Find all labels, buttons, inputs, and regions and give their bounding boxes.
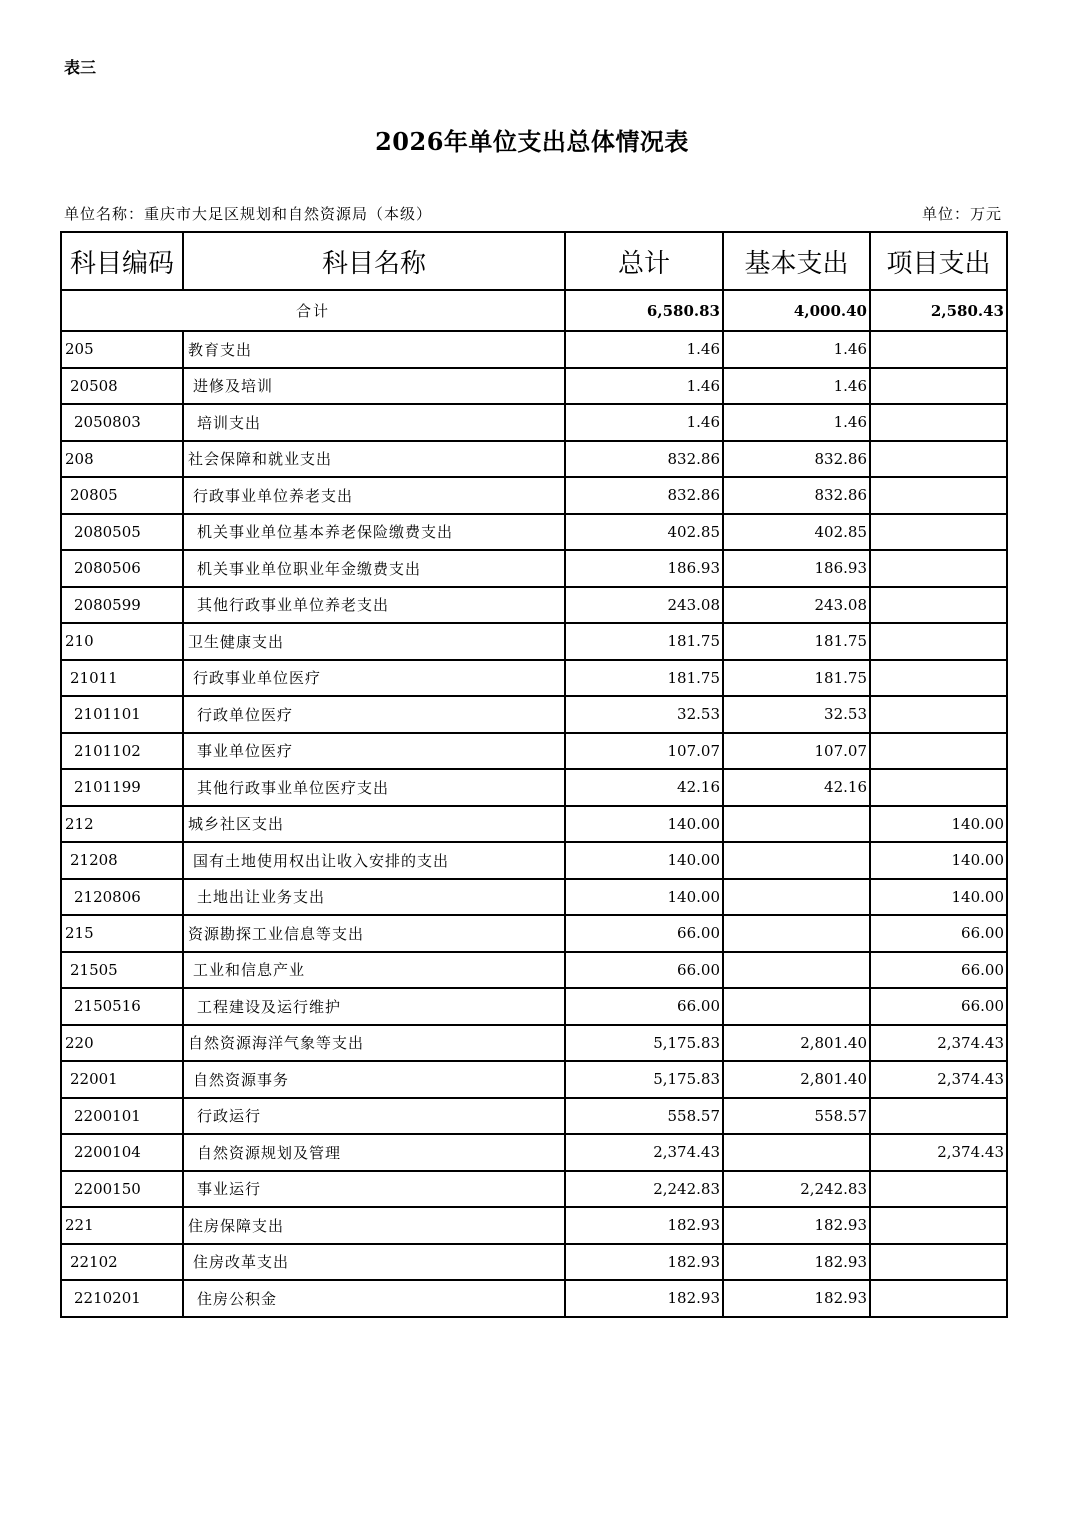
row-basic: 832.86 <box>723 477 870 514</box>
row-project <box>870 441 1007 478</box>
total-basic: 4,000.40 <box>723 290 870 331</box>
row-basic <box>723 879 870 916</box>
row-project <box>870 368 1007 405</box>
row-total: 243.08 <box>565 587 723 624</box>
row-project <box>870 1207 1007 1244</box>
row-basic: 1.46 <box>723 331 870 368</box>
row-total: 140.00 <box>565 842 723 879</box>
row-code: 21011 <box>61 660 183 697</box>
row-name: 行政运行 <box>183 1098 565 1135</box>
table-row <box>61 514 1007 551</box>
row-basic: 186.93 <box>723 550 870 587</box>
row-basic <box>723 988 870 1025</box>
row-total: 107.07 <box>565 733 723 770</box>
row-code: 20805 <box>61 477 183 514</box>
table-row <box>61 879 1007 916</box>
row-code: 221 <box>61 1207 183 1244</box>
table-number: 表三 <box>64 58 97 77</box>
row-project <box>870 477 1007 514</box>
row-project: 2,374.43 <box>870 1134 1007 1171</box>
header-basic: 基本支出 <box>723 232 870 290</box>
row-basic <box>723 952 870 989</box>
table-row <box>61 477 1007 514</box>
row-name: 住房公积金 <box>183 1280 565 1317</box>
table-row <box>61 587 1007 624</box>
expenditure-table <box>60 231 1008 1318</box>
table-row <box>61 1171 1007 1208</box>
row-code: 20508 <box>61 368 183 405</box>
page-title: 2026年单位支出总体情况表 <box>375 127 689 156</box>
row-code: 212 <box>61 806 183 843</box>
row-project: 140.00 <box>870 806 1007 843</box>
row-code: 208 <box>61 441 183 478</box>
row-name: 行政单位医疗 <box>183 696 565 733</box>
row-basic <box>723 915 870 952</box>
row-total: 1.46 <box>565 331 723 368</box>
row-basic <box>723 842 870 879</box>
row-name: 其他行政事业单位养老支出 <box>183 587 565 624</box>
row-total: 66.00 <box>565 988 723 1025</box>
row-name: 培训支出 <box>183 404 565 441</box>
header-code: 科目编码 <box>61 232 183 290</box>
row-project <box>870 1244 1007 1281</box>
row-basic: 558.57 <box>723 1098 870 1135</box>
row-code: 21208 <box>61 842 183 879</box>
row-basic: 2,801.40 <box>723 1025 870 1062</box>
row-name: 工业和信息产业 <box>183 952 565 989</box>
row-project: 66.00 <box>870 915 1007 952</box>
row-basic <box>723 1134 870 1171</box>
row-total: 32.53 <box>565 696 723 733</box>
table-row <box>61 842 1007 879</box>
row-name: 行政事业单位养老支出 <box>183 477 565 514</box>
row-project: 140.00 <box>870 842 1007 879</box>
table-row <box>61 806 1007 843</box>
table-row <box>61 1280 1007 1317</box>
header-project: 项目支出 <box>870 232 1007 290</box>
row-code: 2101101 <box>61 696 183 733</box>
row-name: 工程建设及运行维护 <box>183 988 565 1025</box>
row-code: 22001 <box>61 1061 183 1098</box>
row-total: 42.16 <box>565 769 723 806</box>
row-basic: 32.53 <box>723 696 870 733</box>
row-code: 220 <box>61 1025 183 1062</box>
row-total: 5,175.83 <box>565 1061 723 1098</box>
row-name: 其他行政事业单位医疗支出 <box>183 769 565 806</box>
row-basic: 181.75 <box>723 660 870 697</box>
table-row <box>61 952 1007 989</box>
row-code: 2080599 <box>61 587 183 624</box>
table-row <box>61 733 1007 770</box>
row-project <box>870 404 1007 441</box>
row-total: 1.46 <box>565 404 723 441</box>
row-code: 205 <box>61 331 183 368</box>
row-code: 21505 <box>61 952 183 989</box>
row-project <box>870 660 1007 697</box>
row-project <box>870 587 1007 624</box>
table-row <box>61 915 1007 952</box>
row-basic: 42.16 <box>723 769 870 806</box>
table-row <box>61 1061 1007 1098</box>
table-row <box>61 331 1007 368</box>
row-total: 182.93 <box>565 1244 723 1281</box>
row-total: 558.57 <box>565 1098 723 1135</box>
table-row <box>61 368 1007 405</box>
row-code: 22102 <box>61 1244 183 1281</box>
unit-name: 单位名称：重庆市大足区规划和自然资源局（本级） <box>64 205 433 223</box>
row-basic: 1.46 <box>723 368 870 405</box>
row-code: 2200150 <box>61 1171 183 1208</box>
row-basic: 182.93 <box>723 1207 870 1244</box>
currency-unit: 单位：万元 <box>921 205 1002 223</box>
row-code: 2050803 <box>61 404 183 441</box>
table-row <box>61 988 1007 1025</box>
row-project: 66.00 <box>870 988 1007 1025</box>
row-code: 2101102 <box>61 733 183 770</box>
row-total: 832.86 <box>565 477 723 514</box>
total-total: 6,580.83 <box>565 290 723 331</box>
row-code: 2080506 <box>61 550 183 587</box>
table-row <box>61 550 1007 587</box>
row-project <box>870 331 1007 368</box>
table-row <box>61 404 1007 441</box>
row-name: 教育支出 <box>183 331 565 368</box>
row-basic: 2,801.40 <box>723 1061 870 1098</box>
row-name: 卫生健康支出 <box>183 623 565 660</box>
total-project: 2,580.43 <box>870 290 1007 331</box>
row-basic: 243.08 <box>723 587 870 624</box>
row-total: 182.93 <box>565 1207 723 1244</box>
row-project: 140.00 <box>870 879 1007 916</box>
row-total: 140.00 <box>565 806 723 843</box>
row-basic: 107.07 <box>723 733 870 770</box>
row-code: 2080505 <box>61 514 183 551</box>
row-total: 2,374.43 <box>565 1134 723 1171</box>
header-total: 总计 <box>565 232 723 290</box>
row-name: 行政事业单位医疗 <box>183 660 565 697</box>
table-row <box>61 1098 1007 1135</box>
row-project <box>870 769 1007 806</box>
row-name: 国有土地使用权出让收入安排的支出 <box>183 842 565 879</box>
row-name: 机关事业单位基本养老保险缴费支出 <box>183 514 565 551</box>
row-name: 资源勘探工业信息等支出 <box>183 915 565 952</box>
row-basic <box>723 806 870 843</box>
row-name: 自然资源规划及管理 <box>183 1134 565 1171</box>
row-name: 机关事业单位职业年金缴费支出 <box>183 550 565 587</box>
row-project <box>870 514 1007 551</box>
row-total: 140.00 <box>565 879 723 916</box>
row-name: 事业运行 <box>183 1171 565 1208</box>
total-row <box>61 290 1007 331</box>
table-row <box>61 1025 1007 1062</box>
row-total: 186.93 <box>565 550 723 587</box>
table-row <box>61 660 1007 697</box>
table-row <box>61 623 1007 660</box>
header-name: 科目名称 <box>183 232 565 290</box>
row-total: 66.00 <box>565 915 723 952</box>
row-basic: 832.86 <box>723 441 870 478</box>
row-code: 2120806 <box>61 879 183 916</box>
row-project <box>870 696 1007 733</box>
row-code: 2210201 <box>61 1280 183 1317</box>
row-code: 215 <box>61 915 183 952</box>
row-total: 181.75 <box>565 623 723 660</box>
table-row <box>61 1134 1007 1171</box>
row-code: 2150516 <box>61 988 183 1025</box>
row-basic: 182.93 <box>723 1280 870 1317</box>
table-row <box>61 696 1007 733</box>
row-name: 自然资源海洋气象等支出 <box>183 1025 565 1062</box>
row-project: 2,374.43 <box>870 1061 1007 1098</box>
header-row <box>61 232 1007 290</box>
row-name: 事业单位医疗 <box>183 733 565 770</box>
row-name: 社会保障和就业支出 <box>183 441 565 478</box>
row-name: 城乡社区支出 <box>183 806 565 843</box>
row-project <box>870 1171 1007 1208</box>
table-row <box>61 1244 1007 1281</box>
row-total: 402.85 <box>565 514 723 551</box>
row-basic: 1.46 <box>723 404 870 441</box>
row-total: 1.46 <box>565 368 723 405</box>
row-basic: 182.93 <box>723 1244 870 1281</box>
row-project: 66.00 <box>870 952 1007 989</box>
row-basic: 181.75 <box>723 623 870 660</box>
total-label: 合计 <box>61 290 565 331</box>
row-code: 2101199 <box>61 769 183 806</box>
row-project <box>870 550 1007 587</box>
row-code: 2200104 <box>61 1134 183 1171</box>
row-total: 182.93 <box>565 1280 723 1317</box>
row-total: 5,175.83 <box>565 1025 723 1062</box>
table-row <box>61 441 1007 478</box>
row-total: 181.75 <box>565 660 723 697</box>
row-name: 自然资源事务 <box>183 1061 565 1098</box>
row-project <box>870 1098 1007 1135</box>
row-project <box>870 1280 1007 1317</box>
row-total: 832.86 <box>565 441 723 478</box>
table-row <box>61 769 1007 806</box>
row-name: 土地出让业务支出 <box>183 879 565 916</box>
row-total: 66.00 <box>565 952 723 989</box>
row-project <box>870 733 1007 770</box>
row-code: 210 <box>61 623 183 660</box>
row-code: 2200101 <box>61 1098 183 1135</box>
row-name: 住房保障支出 <box>183 1207 565 1244</box>
row-total: 2,242.83 <box>565 1171 723 1208</box>
table-row <box>61 1207 1007 1244</box>
row-basic: 2,242.83 <box>723 1171 870 1208</box>
row-name: 进修及培训 <box>183 368 565 405</box>
row-project <box>870 623 1007 660</box>
row-project: 2,374.43 <box>870 1025 1007 1062</box>
row-name: 住房改革支出 <box>183 1244 565 1281</box>
row-basic: 402.85 <box>723 514 870 551</box>
